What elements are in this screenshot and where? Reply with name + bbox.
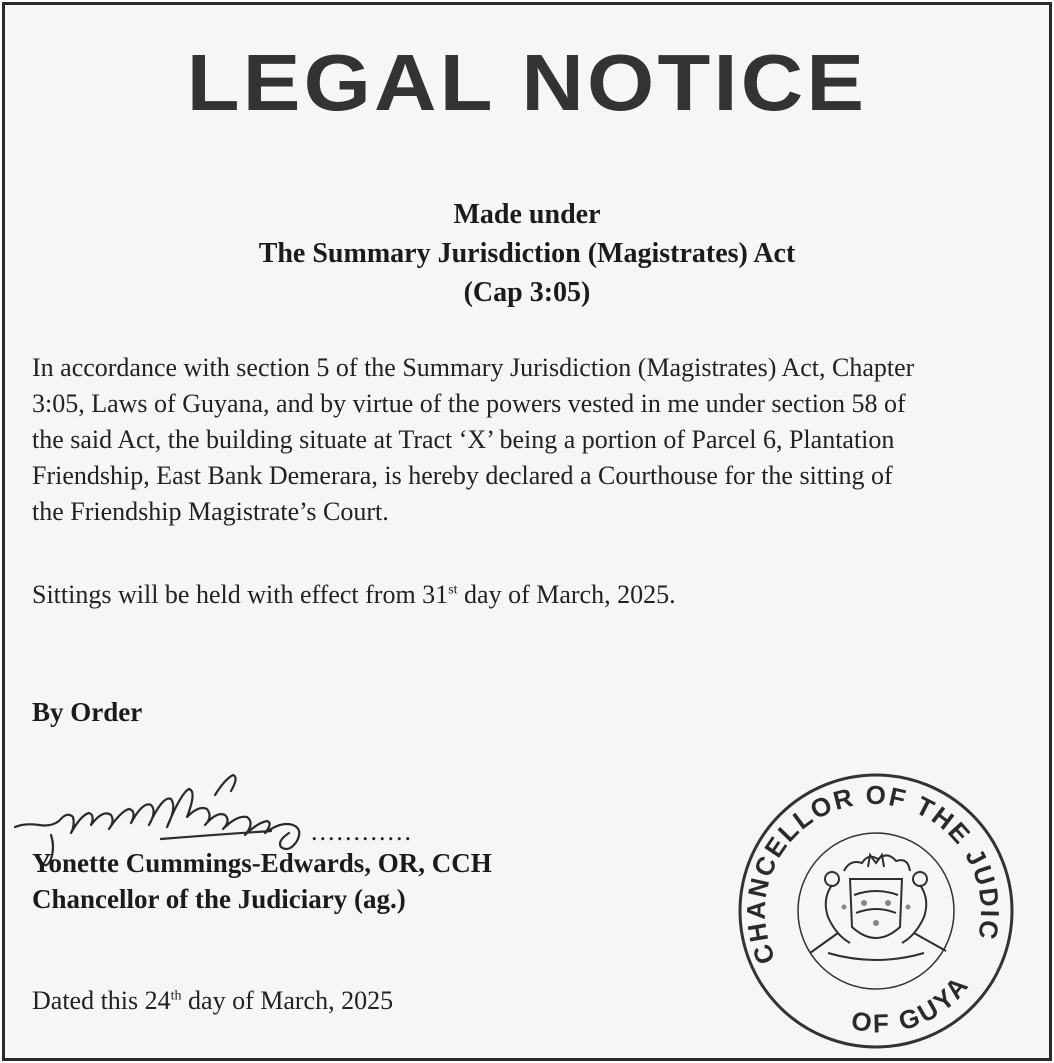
sittings-text: Sittings will be held with effect from 31 xyxy=(32,580,449,609)
made-under-line: Made under xyxy=(453,199,601,230)
signer-name: Yonette Cummings-Edwards, OR, CCH xyxy=(32,848,492,878)
svg-text:CHANCELLOR OF THE JUDICIARY xyxy=(732,767,1005,968)
coat-of-arms-icon xyxy=(810,855,946,960)
paragraph-line: the said Act, the building situate at Tract ‘X’ being a portion of Parcel 6, Plantation xyxy=(32,425,895,454)
paragraph-line: In accordance with section 5 of the Summary Jurisdiction (Magistrates) Act, Chapter xyxy=(32,353,915,382)
by-order-label: By Order xyxy=(32,697,143,727)
signature-line-dots: ............ xyxy=(311,817,413,846)
declaration-paragraph xyxy=(32,350,1054,530)
paragraph-line: Friendship, East Bank Demerara, is hereby declared a Courthouse for the sitting of xyxy=(32,461,893,490)
seal-top-text: CHANCELLOR OF THE JUDIC xyxy=(740,779,1006,969)
act-title-line: The Summary Jurisdiction (Magistrates) Act xyxy=(258,238,796,269)
chapter-line: (Cap 3:05) xyxy=(463,277,591,308)
seal-emblem xyxy=(732,767,1020,1055)
notice-headline: LEGAL NOTICE xyxy=(186,38,868,127)
made-under-heading xyxy=(5,195,1049,312)
seal-bottom-text: OF GUYA xyxy=(849,968,976,1039)
sittings-statement xyxy=(32,577,676,613)
date-line xyxy=(32,983,393,1019)
signature-block xyxy=(5,765,565,925)
signer-title: Chancellor of the Judiciary (ag.) xyxy=(32,884,406,914)
sittings-text-end: day of March, 2025. xyxy=(457,580,676,609)
judiciary-seal-stamp xyxy=(732,767,1020,1055)
ordinal-suffix: th xyxy=(170,988,182,1004)
paragraph-line: the Friendship Magistrate’s Court. xyxy=(32,497,389,526)
date-text-end: day of March, 2025 xyxy=(181,986,394,1015)
ordinal-suffix: st xyxy=(448,582,458,598)
notice-frame xyxy=(2,2,1052,1061)
date-text: Dated this 24 xyxy=(32,986,171,1015)
paragraph-line: 3:05, Laws of Guyana, and by virtue of the powers vested in me under section 58 of xyxy=(32,389,906,418)
